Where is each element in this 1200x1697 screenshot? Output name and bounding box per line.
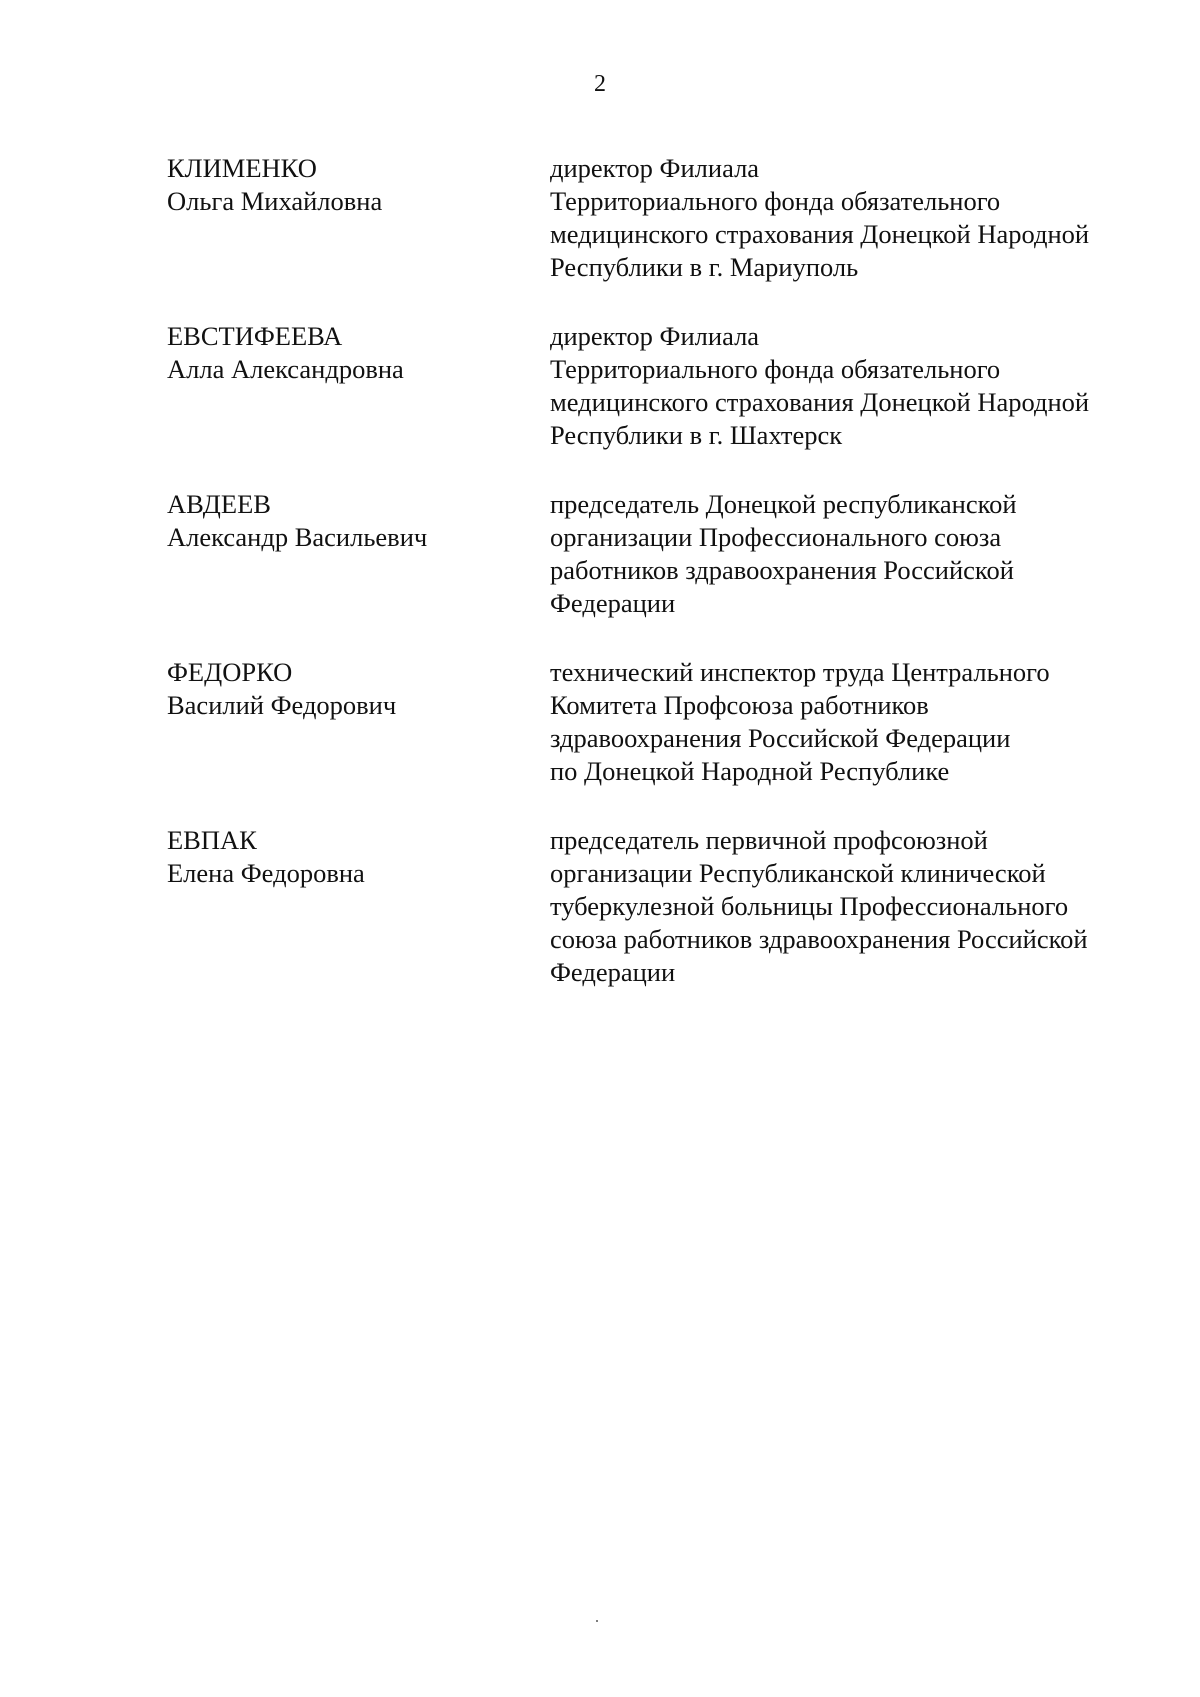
scan-speck <box>596 1620 598 1622</box>
member-surname: АВДЕЕВ <box>167 489 271 519</box>
position-line: организации Республиканской клинической <box>550 858 1046 888</box>
member-given-names: Алла Александровна <box>167 354 404 384</box>
position-line: по Донецкой Народной Республике <box>550 756 950 786</box>
member-position <box>550 656 1050 788</box>
member-entry <box>167 824 1147 989</box>
member-position <box>550 824 1088 989</box>
member-entry <box>167 488 1147 620</box>
position-line: работников здравоохранения Российской <box>550 555 1014 585</box>
member-list <box>167 152 1147 1025</box>
member-surname: ЕВПАК <box>167 825 257 855</box>
position-line: медицинского страхования Донецкой Народной <box>550 387 1090 417</box>
member-name <box>167 320 550 452</box>
member-given-names: Ольга Михайловна <box>167 186 383 216</box>
position-line: Федерации <box>550 957 676 987</box>
position-line: директор Филиала <box>550 153 760 183</box>
member-surname: КЛИМЕНКО <box>167 153 317 183</box>
member-entry <box>167 656 1147 788</box>
position-line: технический инспектор труда Центрального <box>550 657 1050 687</box>
position-line: Территориального фонда обязательного <box>550 354 1001 384</box>
member-entry <box>167 152 1147 284</box>
position-line: Комитета Профсоюза работников <box>550 690 929 720</box>
member-entry <box>167 320 1147 452</box>
member-position <box>550 488 1017 620</box>
position-line: Республики в г. Мариуполь <box>550 252 859 282</box>
member-name <box>167 824 550 989</box>
member-surname: ФЕДОРКО <box>167 657 293 687</box>
page-number: 2 <box>594 71 606 97</box>
position-line: председатель Донецкой республиканской <box>550 489 1017 519</box>
member-surname: ЕВСТИФЕЕВА <box>167 321 343 351</box>
member-position <box>550 152 1089 284</box>
member-name <box>167 152 550 284</box>
position-line: туберкулезной больницы Профессионального <box>550 891 1069 921</box>
position-line: медицинского страхования Донецкой Народной <box>550 219 1090 249</box>
member-position <box>550 320 1089 452</box>
position-line: Федерации <box>550 588 676 618</box>
position-line: Республики в г. Шахтерск <box>550 420 843 450</box>
member-name <box>167 488 550 620</box>
position-line: председатель первичной профсоюзной <box>550 825 988 855</box>
position-line: организации Профессионального союза <box>550 522 1002 552</box>
member-given-names: Александр Васильевич <box>167 522 428 552</box>
member-given-names: Василий Федорович <box>167 690 397 720</box>
position-line: союза работников здравоохранения Российской <box>550 924 1088 954</box>
position-line: Территориального фонда обязательного <box>550 186 1001 216</box>
member-given-names: Елена Федоровна <box>167 858 365 888</box>
position-line: здравоохранения Российской Федерации <box>550 723 1011 753</box>
member-name <box>167 656 550 788</box>
position-line: директор Филиала <box>550 321 760 351</box>
